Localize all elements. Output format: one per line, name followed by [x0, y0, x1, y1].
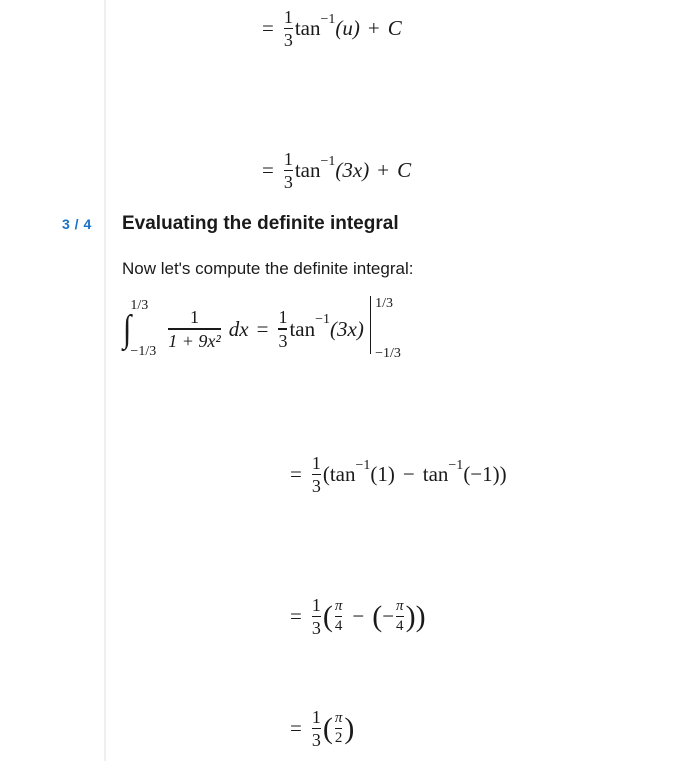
- integral-sign: ∫: [123, 308, 132, 350]
- fraction-one-third: $\frac{1}{3}$: [278, 307, 288, 351]
- fraction-pi-over-four: $\frac{\pi}{4}$: [396, 598, 404, 635]
- evaluation-bar: 1/3 −1/3: [364, 296, 401, 362]
- step-number: 3 / 4: [62, 216, 92, 232]
- integral-limits: 1/3 −1/3: [130, 298, 157, 359]
- equals-sign: =: [262, 16, 274, 41]
- fraction-pi-over-four: $\frac{\pi}{4}$: [334, 598, 343, 635]
- equation-line-1: = $\frac{1}{3}$ tan −1 (u) + C: [262, 7, 402, 51]
- tan-function: tan: [294, 16, 321, 41]
- definite-integral-equation: ∫ 1/3 −1/3 $\frac{1}{\text{1 + 9x²}}$ dx = $\frac{1}{3}$ tan −1 (3x) 1/3 −1/3: [123, 296, 401, 361]
- fraction-one-third: $\frac{1}{3}$: [283, 149, 293, 193]
- equation-line-5: = $\frac{1}{3}$ ( $\frac{\pi}{4}$ − ( − $\frac{\pi}{4}$ ) ): [290, 595, 426, 639]
- step-rail: [104, 0, 106, 761]
- step-heading: Evaluating the definite integral: [122, 213, 399, 234]
- fraction-one-third: $\frac{1}{3}$: [311, 453, 321, 497]
- equation-line-2: = $\frac{1}{3}$ tan −1 (3x) + C: [262, 149, 412, 193]
- fraction-pi-over-two: $\frac{\pi}{2}$: [334, 710, 343, 747]
- fraction-one-third: $\frac{1}{3}$: [283, 7, 293, 51]
- integrand-fraction: $\frac{1}{\text{1 + 9x²}}$: [168, 307, 221, 351]
- step-intro-text: Now let's compute the definite integral:: [122, 259, 414, 278]
- equation-line-6: = $\frac{1}{3}$ ( $\frac{\pi}{2}$ ): [290, 707, 355, 751]
- fraction-one-third: $\frac{1}{3}$: [311, 707, 321, 751]
- fraction-one-third: $\frac{1}{3}$: [311, 595, 321, 639]
- equation-line-4: = $\frac{1}{3}$ ( tan −1 (1) − tan −1 (−1) ): [290, 453, 507, 497]
